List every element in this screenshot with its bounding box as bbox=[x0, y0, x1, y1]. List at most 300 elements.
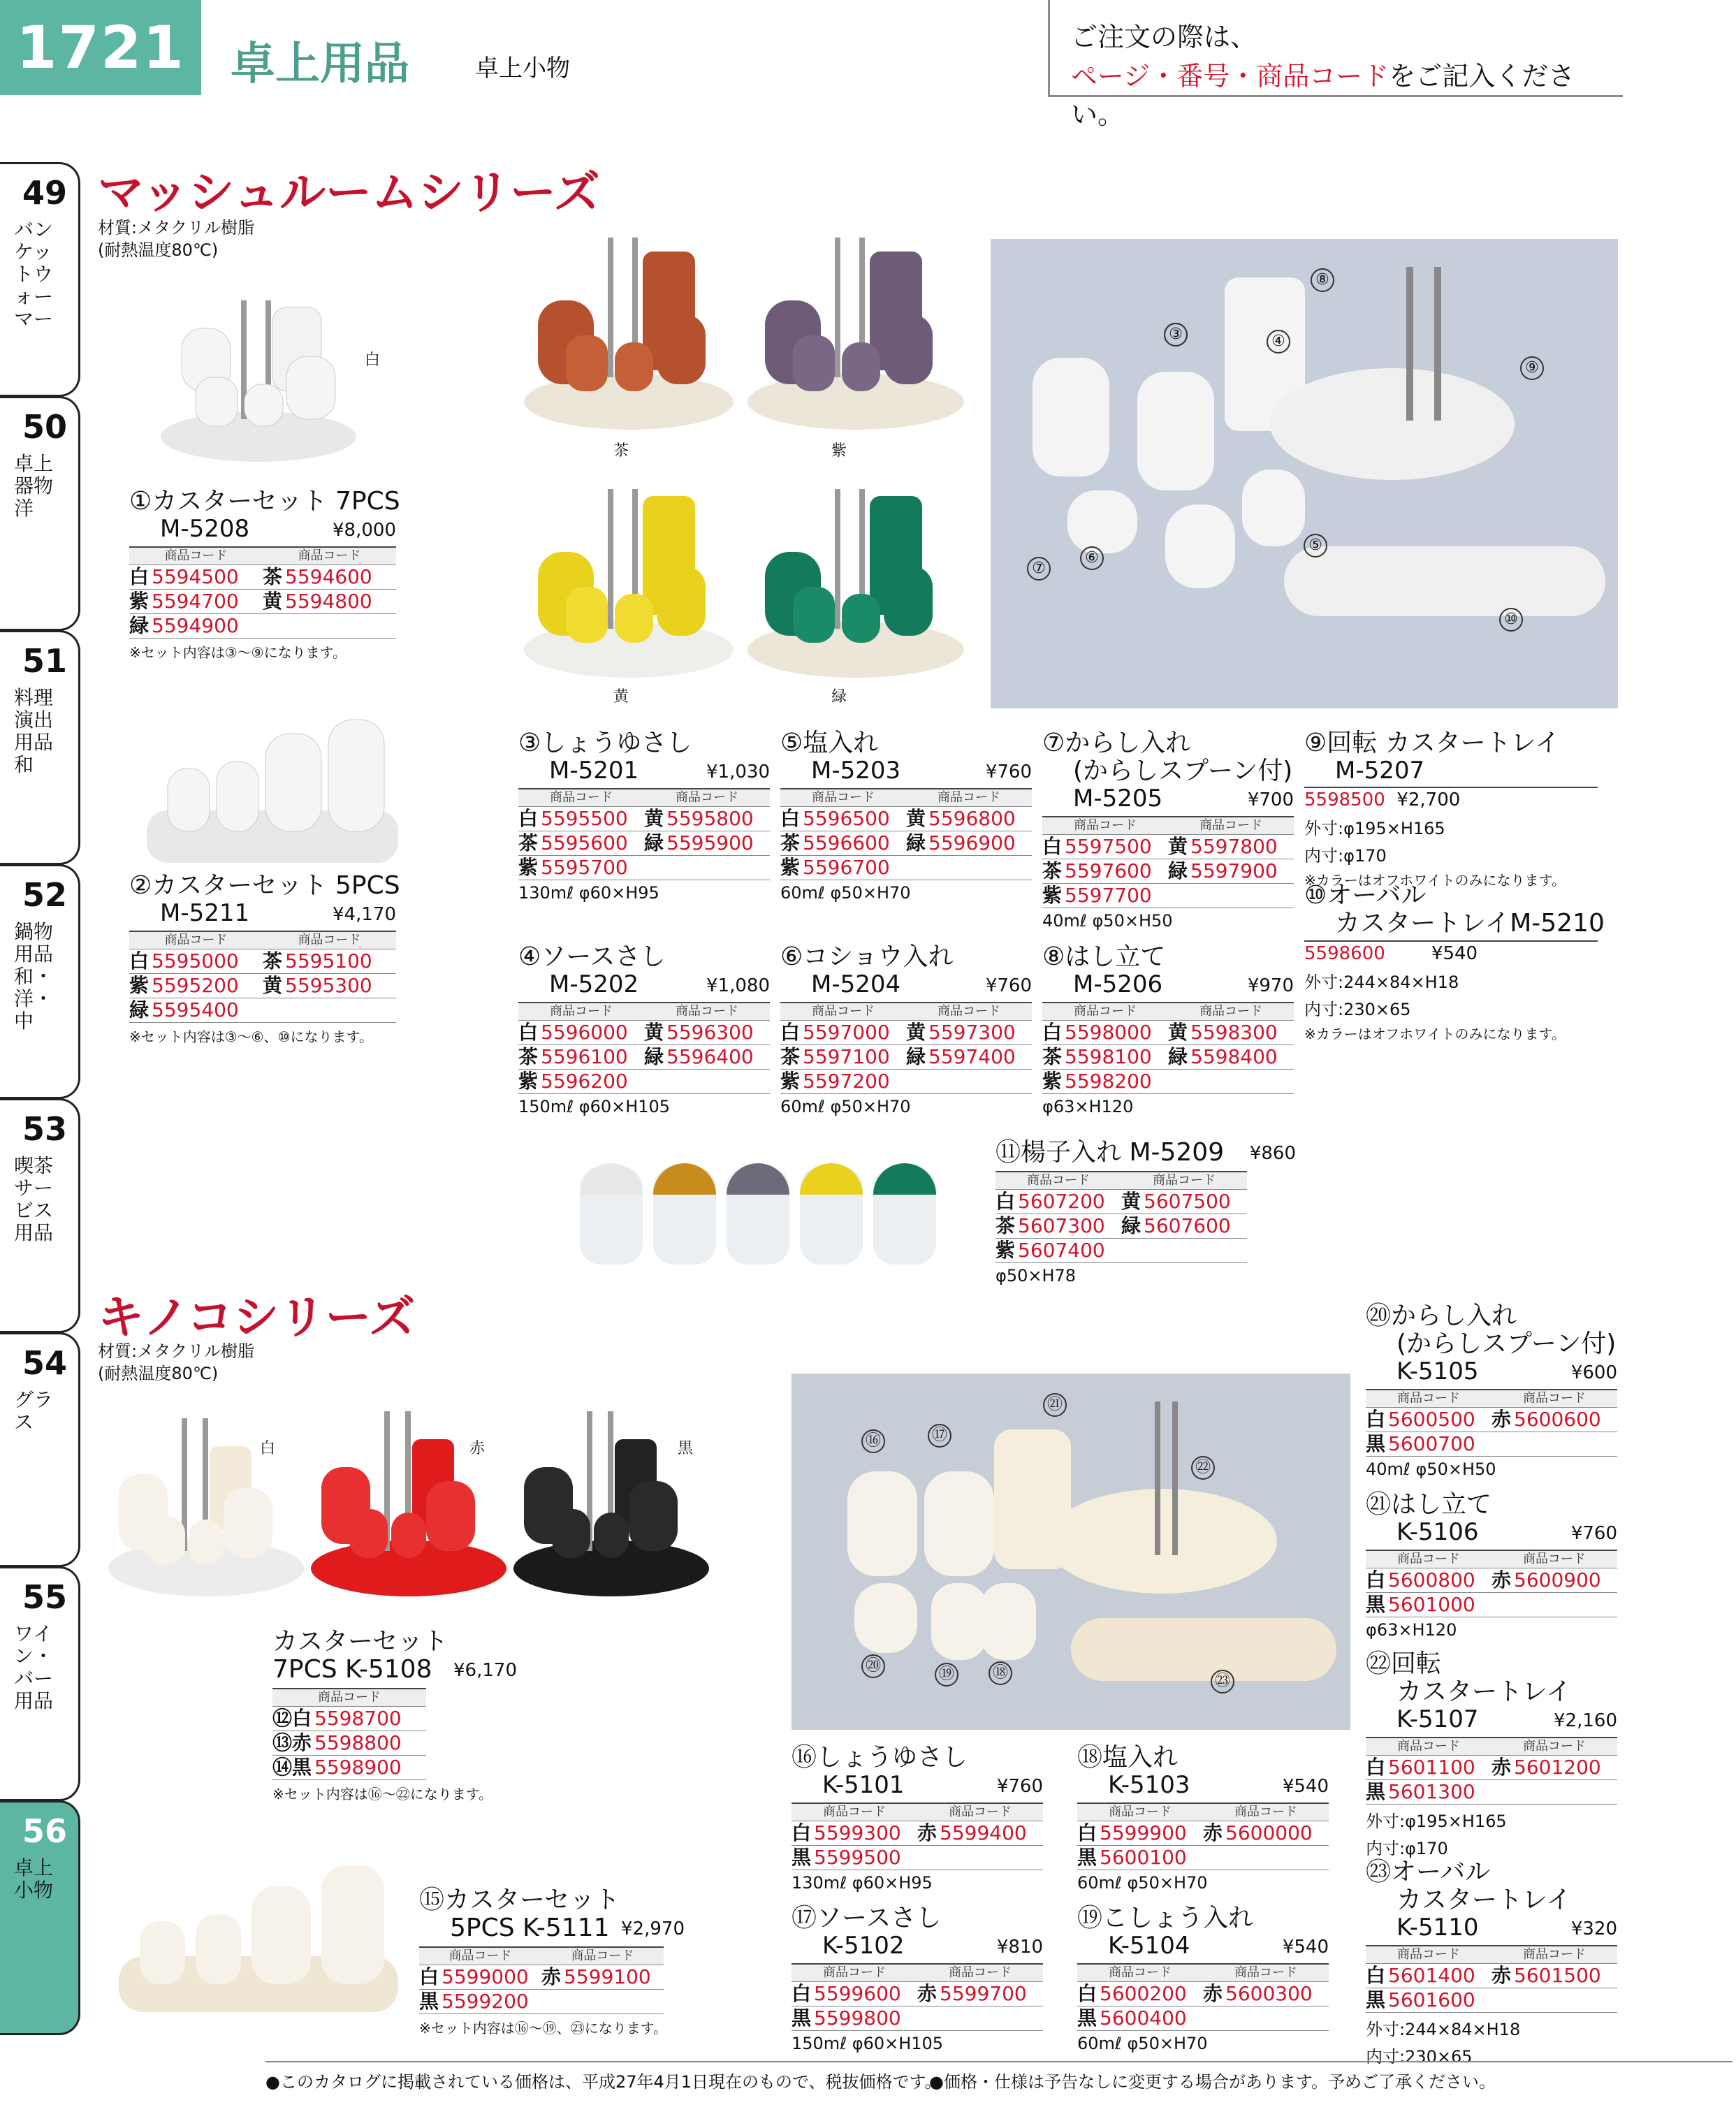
color: 緑 bbox=[906, 831, 926, 854]
product-k5108 bbox=[272, 1627, 517, 1803]
code[interactable]: 5600300 bbox=[1225, 1982, 1313, 2005]
code-header: 商品コード bbox=[1109, 1965, 1172, 1980]
code[interactable]: 5595700 bbox=[541, 856, 628, 879]
code-row bbox=[1304, 940, 1598, 966]
code[interactable]: 5597600 bbox=[1065, 859, 1152, 882]
code-header: 商品コード bbox=[938, 1004, 1000, 1019]
code[interactable]: 5600900 bbox=[1514, 1568, 1601, 1592]
table-row bbox=[780, 1021, 1032, 1045]
table-row bbox=[1077, 1821, 1329, 1846]
photo-num-4: ④ bbox=[1267, 330, 1290, 354]
color: 白 bbox=[780, 807, 801, 830]
product-name-sub: カスタートレイM-5210 bbox=[1335, 909, 1605, 938]
code[interactable]: 5597000 bbox=[803, 1021, 890, 1044]
code[interactable]: 5597200 bbox=[803, 1070, 890, 1093]
table-row bbox=[792, 1982, 1043, 2006]
tab-num: 56 bbox=[22, 1812, 68, 1850]
code[interactable]: 5598900 bbox=[314, 1756, 402, 1779]
code-table bbox=[780, 788, 1032, 880]
product-price: ¥6,170 bbox=[453, 1660, 517, 1681]
product-price: ¥970 bbox=[1247, 975, 1294, 996]
code[interactable]: 5595900 bbox=[666, 831, 754, 854]
product-name: ⑤塩入れ bbox=[780, 729, 879, 757]
table-row bbox=[1042, 1021, 1294, 1045]
code[interactable]: 5600400 bbox=[1100, 2006, 1187, 2030]
code[interactable]: 5607200 bbox=[1018, 1190, 1105, 1213]
table-row bbox=[1366, 1988, 1617, 2013]
code[interactable]: 5598700 bbox=[314, 1707, 402, 1730]
product-model: M-5211 bbox=[160, 899, 250, 927]
code[interactable]: 5598200 bbox=[1065, 1070, 1152, 1093]
code[interactable]: 5601000 bbox=[1388, 1593, 1475, 1616]
product-model: M-5202 bbox=[549, 970, 639, 998]
color: ⑫白 bbox=[272, 1707, 312, 1730]
color: 赤 bbox=[1203, 1821, 1223, 1844]
code[interactable]: 5599600 bbox=[814, 1982, 901, 2005]
product-price: ¥320 bbox=[1570, 1918, 1617, 1939]
product-name-sub: カスタートレイ bbox=[1396, 1886, 1572, 1914]
product-name-sub: カスタートレイ bbox=[1396, 1677, 1572, 1706]
code[interactable]: 5599100 bbox=[564, 1965, 651, 1988]
code[interactable]: 5597300 bbox=[928, 1021, 1016, 1044]
tab-53[interactable] bbox=[0, 1098, 80, 1333]
code[interactable]: 5607300 bbox=[1018, 1214, 1105, 1237]
color: 白 bbox=[129, 949, 149, 973]
code-table bbox=[1042, 816, 1294, 908]
color: 黄 bbox=[263, 974, 283, 997]
table-row bbox=[792, 1846, 1043, 1870]
code-header: 商品コード bbox=[571, 1949, 634, 1963]
color: 茶 bbox=[263, 565, 283, 588]
material-line: (耐熱温度80℃) bbox=[98, 1364, 219, 1383]
table-row bbox=[518, 1021, 770, 1045]
product-note: ※セット内容は③〜⑥、⑩になります。 bbox=[129, 1028, 373, 1045]
photo-num-5: ⑤ bbox=[1304, 534, 1327, 558]
footer-spec-note: ●価格・仕様は予告なしに変更する場合があります。予めご了承ください。 bbox=[929, 2072, 1496, 2092]
color: 赤 bbox=[541, 1965, 562, 1988]
tab-50[interactable] bbox=[0, 396, 80, 631]
product-k5105 bbox=[1366, 1302, 1617, 1479]
code-header: 商品コード bbox=[1199, 818, 1262, 833]
color: 紫 bbox=[129, 590, 149, 613]
product-m5201 bbox=[518, 729, 770, 903]
code[interactable]: 5600200 bbox=[1100, 1982, 1187, 2005]
table-row bbox=[518, 856, 770, 880]
code-header: 商品コード bbox=[298, 933, 361, 947]
tab-51[interactable] bbox=[0, 630, 80, 865]
table-row bbox=[1042, 884, 1294, 908]
code[interactable]: 5597800 bbox=[1190, 835, 1278, 858]
code[interactable]: 5601100 bbox=[1388, 1756, 1475, 1779]
code[interactable]: 5600500 bbox=[1388, 1408, 1475, 1431]
color: 赤 bbox=[1491, 1408, 1512, 1431]
color: 黄 bbox=[1168, 1021, 1188, 1044]
code[interactable]: 5598600 bbox=[1304, 943, 1385, 964]
code[interactable]: 5599000 bbox=[442, 1965, 529, 1988]
tab-num: 52 bbox=[22, 876, 68, 914]
product-name: ⑩オーバル bbox=[1304, 881, 1427, 910]
color: 茶 bbox=[263, 949, 283, 973]
code[interactable]: 5597100 bbox=[803, 1045, 890, 1068]
product-model: K-5110 bbox=[1396, 1914, 1479, 1942]
product-name: ⑮カスターセット bbox=[419, 1886, 620, 1914]
code[interactable]: 5597400 bbox=[928, 1045, 1016, 1068]
code[interactable]: 5595100 bbox=[285, 949, 372, 973]
code[interactable]: 5599400 bbox=[940, 1821, 1027, 1844]
product-price: ¥4,170 bbox=[333, 904, 396, 925]
color-label-white-k: 白 bbox=[260, 1440, 276, 1457]
code[interactable]: 5607400 bbox=[1018, 1239, 1105, 1262]
table-row bbox=[129, 590, 396, 614]
product-price: ¥2,160 bbox=[1554, 1710, 1617, 1731]
color: 白 bbox=[518, 807, 539, 830]
color: 黒 bbox=[419, 1990, 439, 2013]
code[interactable]: 5601200 bbox=[1514, 1756, 1601, 1779]
product-price: ¥810 bbox=[996, 1937, 1043, 1958]
material-line: 材質:メタクリル樹脂 bbox=[98, 1341, 255, 1361]
outer-size: 外寸:244×84×H18 bbox=[1304, 973, 1459, 992]
code[interactable]: 5600700 bbox=[1388, 1432, 1475, 1455]
tab-num: 55 bbox=[22, 1578, 68, 1616]
code-table bbox=[518, 788, 770, 880]
table-row bbox=[1042, 1070, 1294, 1094]
product-model: K-5106 bbox=[1396, 1518, 1479, 1546]
code-row bbox=[1304, 787, 1598, 812]
color-label-black: 黒 bbox=[678, 1440, 694, 1457]
code-header: 商品コード bbox=[812, 790, 875, 805]
code-table bbox=[1077, 1802, 1329, 1870]
product-m5209 bbox=[995, 1138, 1296, 1285]
code-header: 商品コード bbox=[938, 790, 1000, 805]
kinoko-white-set-photo bbox=[105, 1411, 307, 1600]
code-header: 商品コード bbox=[318, 1690, 381, 1705]
tab-49[interactable] bbox=[0, 162, 80, 397]
code-header: 商品コード bbox=[676, 790, 738, 805]
code-header: 商品コード bbox=[1234, 1965, 1297, 1980]
code-header: 商品コード bbox=[1074, 1004, 1137, 1019]
product-m5202 bbox=[518, 943, 770, 1116]
toothpick-holders-photo bbox=[573, 1146, 964, 1272]
code[interactable]: 5596400 bbox=[666, 1045, 754, 1068]
table-row bbox=[1077, 1982, 1329, 2006]
color: 白 bbox=[792, 1821, 812, 1844]
color: 白 bbox=[1042, 1021, 1063, 1044]
photo-num-3-dup bbox=[1164, 323, 1188, 347]
notice-tail: をご記入ください。 bbox=[1071, 61, 1575, 130]
product-dimensions: 150mℓ φ60×H105 bbox=[792, 2034, 944, 2053]
code[interactable]: 5596800 bbox=[928, 807, 1016, 830]
photo-num-19: ⑲ bbox=[935, 1663, 958, 1687]
product-model: M-5207 bbox=[1335, 757, 1425, 785]
table-row bbox=[1042, 859, 1294, 884]
product-name-sub: (からしスプーン付) bbox=[1396, 1330, 1617, 1358]
code[interactable]: 5596100 bbox=[541, 1045, 628, 1068]
photo-num-10: ⑩ bbox=[1499, 608, 1523, 632]
product-price: ¥760 bbox=[985, 975, 1032, 996]
outer-size: 外寸:244×84×H18 bbox=[1366, 2020, 1521, 2039]
table-row bbox=[129, 614, 396, 639]
product-model: K-5105 bbox=[1396, 1357, 1479, 1385]
code-table bbox=[1366, 1389, 1617, 1457]
product-dimensions: 60mℓ φ50×H70 bbox=[780, 883, 911, 903]
product-name: ⑱塩入れ bbox=[1077, 1743, 1179, 1772]
kinoko-black-set-photo bbox=[510, 1404, 713, 1600]
photo-num-21: ㉑ bbox=[1043, 1393, 1067, 1417]
code[interactable]: 5594700 bbox=[152, 590, 239, 613]
table-row bbox=[1366, 1756, 1617, 1780]
code[interactable]: 5599500 bbox=[814, 1846, 901, 1869]
color-label-red: 赤 bbox=[469, 1440, 486, 1457]
table-row bbox=[792, 2006, 1043, 2031]
code[interactable]: 5598800 bbox=[314, 1731, 402, 1754]
color: 紫 bbox=[780, 856, 801, 879]
table-row bbox=[129, 998, 396, 1023]
code[interactable]: 5601500 bbox=[1514, 1964, 1601, 1987]
code[interactable]: 5596600 bbox=[803, 831, 890, 854]
code-header: 商品コード bbox=[823, 1965, 886, 1980]
product-name: ⑲こしょう入れ bbox=[1077, 1904, 1254, 1932]
product-name-sub: 5PCS K-5111 bbox=[450, 1914, 610, 1942]
photo-num-18: ⑱ bbox=[989, 1661, 1012, 1685]
subcategory-title: 卓上小物 bbox=[475, 54, 570, 82]
code-header: 商品コード bbox=[1027, 1173, 1090, 1188]
color: ⑭黒 bbox=[272, 1756, 312, 1779]
table-row bbox=[1366, 1568, 1617, 1593]
product-model: K-5101 bbox=[822, 1771, 905, 1799]
product-dimensions: 40mℓ φ50×H50 bbox=[1366, 1459, 1496, 1479]
code-header: 商品コード bbox=[1153, 1173, 1216, 1188]
code[interactable]: 5597500 bbox=[1065, 835, 1152, 858]
purple-caster-set-photo bbox=[741, 231, 971, 440]
product-k5107 bbox=[1366, 1650, 1617, 1859]
code[interactable]: 5594600 bbox=[285, 565, 372, 588]
product-name-sub: 7PCS K-5108 bbox=[272, 1655, 432, 1684]
code[interactable]: 5596500 bbox=[803, 807, 890, 830]
category-title: 卓上用品 bbox=[231, 38, 409, 90]
code[interactable]: 5595800 bbox=[666, 807, 754, 830]
code[interactable]: 5596300 bbox=[666, 1021, 754, 1044]
footer-divider bbox=[265, 2061, 1733, 2062]
product-name: ⑪楊子入れ M-5209 bbox=[995, 1138, 1225, 1167]
code[interactable]: 5595600 bbox=[541, 831, 628, 854]
color: 赤 bbox=[1203, 1982, 1223, 2005]
color: 赤 bbox=[1491, 1964, 1512, 1987]
color: 白 bbox=[1366, 1964, 1386, 1987]
color: 白 bbox=[1366, 1568, 1386, 1592]
product-model: K-5102 bbox=[822, 1932, 905, 1960]
tab-55[interactable] bbox=[0, 1566, 80, 1801]
code[interactable]: 5600100 bbox=[1100, 1846, 1187, 1869]
code[interactable]: 5599300 bbox=[814, 1821, 901, 1844]
color: 黒 bbox=[1077, 2006, 1097, 2030]
code-table bbox=[129, 546, 396, 639]
color: 紫 bbox=[1042, 884, 1063, 907]
code-header: 商品コード bbox=[164, 548, 228, 563]
code[interactable]: 5597900 bbox=[1190, 859, 1278, 882]
product-k5103 bbox=[1077, 1744, 1329, 1893]
code[interactable]: 5601400 bbox=[1388, 1964, 1475, 1987]
color: 白 bbox=[1077, 1982, 1097, 2005]
tab-54[interactable] bbox=[0, 1332, 80, 1567]
product-model: K-5103 bbox=[1108, 1771, 1190, 1799]
color: 黄 bbox=[1168, 835, 1188, 858]
product-price: ¥8,000 bbox=[333, 520, 396, 541]
code[interactable]: 5599800 bbox=[814, 2006, 901, 2030]
code-header: 商品コード bbox=[1397, 1552, 1460, 1566]
code-table bbox=[995, 1171, 1247, 1263]
color: 赤 bbox=[1491, 1756, 1512, 1779]
inner-size: 内寸:φ170 bbox=[1366, 1839, 1448, 1858]
product-name: ⑧はし立て bbox=[1042, 942, 1166, 971]
tab-56[interactable] bbox=[0, 1800, 80, 2035]
code[interactable]: 5601600 bbox=[1388, 1988, 1475, 2011]
product-k5101 bbox=[792, 1744, 1043, 1893]
code[interactable]: 5596700 bbox=[803, 856, 890, 879]
table-row bbox=[518, 1045, 770, 1070]
table-row bbox=[780, 1070, 1032, 1094]
material-line: 材質:メタクリル樹脂 bbox=[98, 218, 255, 238]
product-k5111 bbox=[419, 1886, 685, 2037]
table-row bbox=[1366, 1964, 1617, 1988]
table-row bbox=[1366, 1432, 1617, 1457]
product-model: M-5208 bbox=[160, 515, 250, 543]
table-row bbox=[780, 856, 1032, 880]
color: 紫 bbox=[1042, 1070, 1063, 1093]
product-name: ㉓オーバル bbox=[1366, 1858, 1491, 1886]
code-header: 商品コード bbox=[1523, 1391, 1586, 1406]
color: 黒 bbox=[1366, 1780, 1386, 1803]
photo-num-20: ⑳ bbox=[861, 1654, 885, 1678]
code[interactable]: 5596900 bbox=[928, 831, 1016, 854]
code[interactable]: 5598500 bbox=[1304, 789, 1385, 810]
product-note: ※カラーはオフホワイトのみになります。 bbox=[1304, 872, 1566, 889]
code[interactable]: 5595500 bbox=[541, 807, 628, 830]
code[interactable]: 5607500 bbox=[1144, 1190, 1231, 1213]
material-line: (耐熱温度80℃) bbox=[98, 240, 219, 260]
code-header: 商品コード bbox=[949, 1805, 1012, 1819]
code-header: 商品コード bbox=[1397, 1739, 1460, 1754]
color: 赤 bbox=[1491, 1568, 1512, 1592]
product-price: ¥600 bbox=[1570, 1362, 1617, 1383]
code[interactable]: 5594800 bbox=[285, 590, 372, 613]
outer-size: 外寸:φ195×H165 bbox=[1366, 1812, 1507, 1831]
code[interactable]: 5595200 bbox=[152, 974, 239, 997]
table-row bbox=[272, 1731, 426, 1756]
product-m5203 bbox=[780, 729, 1032, 903]
product-m5210 bbox=[1304, 881, 1605, 1043]
color: 茶 bbox=[780, 1045, 801, 1068]
color-label-green: 緑 bbox=[831, 688, 847, 706]
product-price: ¥860 bbox=[1249, 1143, 1296, 1164]
code-table bbox=[780, 1002, 1032, 1094]
product-dimensions: 130mℓ φ60×H95 bbox=[792, 1873, 933, 1893]
product-name: カスターセット bbox=[272, 1627, 448, 1656]
code[interactable]: 5601300 bbox=[1388, 1780, 1475, 1803]
code-header: 商品コード bbox=[550, 790, 613, 805]
product-price: ¥700 bbox=[1247, 789, 1294, 810]
color: 茶 bbox=[1042, 1045, 1063, 1068]
color: 黒 bbox=[1366, 1432, 1386, 1455]
code[interactable]: 5598100 bbox=[1065, 1045, 1152, 1068]
table-row bbox=[518, 831, 770, 856]
code[interactable]: 5594900 bbox=[152, 614, 239, 637]
tab-52[interactable] bbox=[0, 864, 80, 1099]
photo-num-17: ⑰ bbox=[928, 1424, 951, 1448]
table-row bbox=[518, 807, 770, 831]
code[interactable]: 5598400 bbox=[1190, 1045, 1278, 1068]
mushroom-items-photo bbox=[991, 239, 1618, 708]
code[interactable]: 5595300 bbox=[285, 974, 372, 997]
photo-num-3: ③ bbox=[1164, 323, 1188, 347]
code-header: 商品コード bbox=[1109, 1805, 1172, 1819]
table-row bbox=[1366, 1408, 1617, 1432]
code[interactable]: 5600800 bbox=[1388, 1568, 1475, 1592]
code-header: 商品コード bbox=[1523, 1739, 1586, 1754]
table-row bbox=[1077, 2006, 1329, 2031]
code[interactable]: 5598000 bbox=[1065, 1021, 1152, 1044]
color: 黄 bbox=[1121, 1190, 1141, 1213]
kinoko-series-title: キノコシリーズ bbox=[98, 1290, 416, 1344]
color: 白 bbox=[129, 565, 149, 588]
code-header: 商品コード bbox=[164, 933, 228, 947]
photo-num-22: ㉒ bbox=[1191, 1456, 1215, 1480]
code[interactable]: 5596200 bbox=[541, 1070, 628, 1093]
table-row bbox=[419, 1990, 664, 2014]
table-row bbox=[780, 807, 1032, 831]
product-price: ¥1,030 bbox=[706, 762, 770, 782]
code[interactable]: 5596000 bbox=[541, 1021, 628, 1044]
code-header: 商品コード bbox=[448, 1949, 512, 1963]
code-header: 商品コード bbox=[812, 1004, 875, 1019]
inner-size: 内寸:φ170 bbox=[1304, 846, 1387, 866]
color: 黒 bbox=[1366, 1988, 1386, 2011]
color: 白 bbox=[419, 1965, 439, 1988]
table-row bbox=[129, 974, 396, 998]
code-table bbox=[518, 1002, 770, 1094]
code[interactable]: 5599200 bbox=[442, 1990, 529, 2013]
color: 白 bbox=[1366, 1756, 1386, 1779]
product-name: ②カスターセット 5PCS bbox=[129, 871, 400, 900]
code-header: 商品コード bbox=[1523, 1947, 1586, 1962]
code[interactable]: 5595400 bbox=[152, 998, 239, 1021]
color: 白 bbox=[518, 1021, 539, 1044]
notice-line2 bbox=[1071, 54, 1623, 131]
code[interactable]: 5599900 bbox=[1100, 1821, 1187, 1844]
code[interactable]: 5594500 bbox=[152, 565, 239, 588]
photo-num-23: ㉓ bbox=[1211, 1670, 1234, 1694]
color: 紫 bbox=[995, 1239, 1016, 1262]
code[interactable]: 5598300 bbox=[1190, 1021, 1278, 1044]
product-name: ㉒回転 bbox=[1366, 1649, 1442, 1678]
code[interactable]: 5595000 bbox=[152, 949, 239, 973]
tab-label: 卓上器物 洋 bbox=[14, 452, 54, 520]
product-model: M-5204 bbox=[811, 970, 901, 998]
code-table bbox=[1366, 1737, 1617, 1805]
code[interactable]: 5600600 bbox=[1514, 1408, 1601, 1431]
code[interactable]: 5597700 bbox=[1065, 884, 1152, 907]
product-model: M-5206 bbox=[1073, 970, 1163, 998]
product-price: ¥540 bbox=[1282, 1937, 1329, 1958]
code[interactable]: 5607600 bbox=[1144, 1214, 1231, 1237]
code-header: 商品コード bbox=[1523, 1552, 1586, 1566]
product-name: ⑥コショウ入れ bbox=[780, 942, 954, 971]
code[interactable]: 5600000 bbox=[1225, 1821, 1313, 1844]
product-price: ¥760 bbox=[1570, 1523, 1617, 1544]
color: 白 bbox=[995, 1190, 1016, 1213]
tab-label: 料理演出用品 和 bbox=[14, 686, 54, 776]
product-name: ⑯しょうゆさし bbox=[792, 1743, 968, 1772]
code[interactable]: 5599700 bbox=[940, 1982, 1027, 2005]
